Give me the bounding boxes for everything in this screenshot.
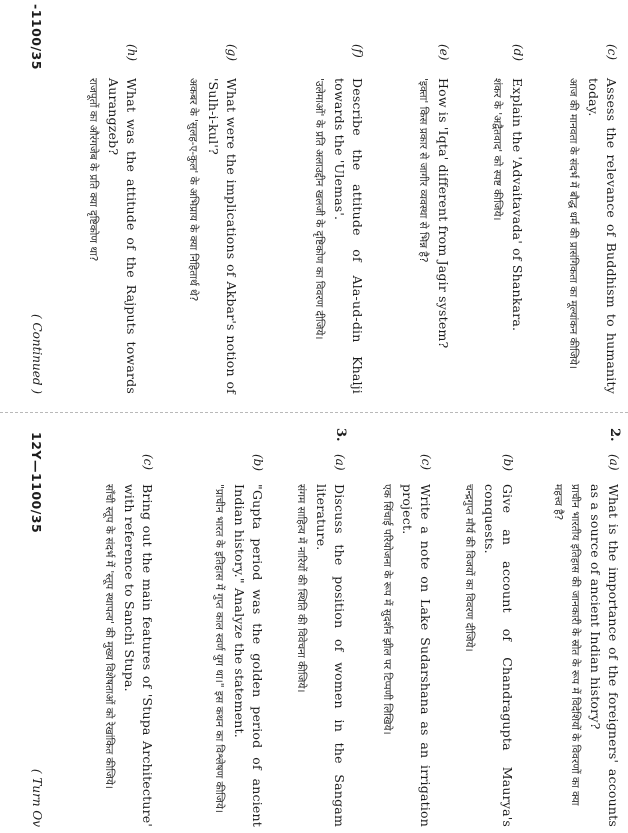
question-letter: (h) [125, 44, 139, 62]
question-letter: (f) [351, 44, 365, 58]
question-letter: (a) [607, 454, 621, 471]
question-text-en: Explain the 'Advaitavada' of Shankara. [510, 78, 525, 332]
question-1c [552, 0, 620, 400]
turn-over-label: ( Turn Ov [30, 768, 44, 827]
question-text-hi: एक सिंचाई परियोजना के रूप में सुदर्शन झील पर टिप्पणी लिखिये। [381, 484, 393, 735]
question-1e [390, 0, 452, 400]
question-text-hi: 'इक्ता' किस प्रकार से जागीर व्यवस्था से भिन्न है? [417, 78, 429, 263]
question-2b [452, 428, 516, 833]
question-letter: (b) [501, 454, 515, 472]
question-3c [64, 428, 156, 833]
question-text-hi: "प्राचीन भारत के इतिहास में गुप्त काल स्वर्ण युग था।" इस कथन का विश्लेषण कीजिये। [213, 484, 225, 813]
question-text-en: Describe the attitude of Ala-ud-din Khalji towards the 'Ulemas'. [332, 78, 365, 394]
question-text-hi: राजपूतों का औरंगजेब के प्रति क्या दृष्टिकोण था? [87, 78, 99, 262]
question-text-hi: अकबर के 'सुलह-ए-कुल' के अभिप्राय के क्या निहितार्थ थे? [187, 78, 199, 302]
question-text-en: What were the implications of Akbar's notion of 'Sulh-i-kul'? [206, 78, 239, 394]
right-page [0, 428, 628, 833]
question-text-hi: चन्द्रगुप्त मौर्य की विजयों का विवरण दीजिये। [463, 484, 475, 652]
question-text-hi: प्राचीन भारतीय इतिहास की जानकारी के स्रोत के रूप में विदेशियों के विवरणों का क्या महत्त्व है? [552, 484, 581, 806]
question-3a [286, 428, 348, 833]
question-text-en: Discuss the position of women in the Sangam literature. [314, 484, 347, 827]
question-text-hi: आज की मानवता के संदर्भ में बौद्ध धर्म की प्रासंगिकता का मूल्यांकन कीजिये। [567, 78, 579, 369]
question-text-en: Bring out the main features of 'Stupa Architecture' with reference to Sanchi Stupa. [122, 484, 155, 827]
question-text-en: Assess the relevance of Buddhism to humanity today. [586, 78, 619, 394]
question-letter: (e) [437, 44, 451, 61]
question-text-hi: शंकर के 'अद्वैतवाद' को स्पष्ट कीजिये। [491, 78, 503, 221]
question-letter: (a) [333, 454, 347, 471]
question-text-en: What is the importance of the foreigners' accounts as a source of ancient Indian history? [588, 484, 621, 827]
fold-line [0, 412, 628, 413]
question-1d [472, 0, 526, 400]
question-text-en: Give an account of Chandragupta Maurya's conquests. [482, 484, 515, 827]
page-footer [20, 428, 44, 833]
question-1g [170, 0, 240, 400]
continued-label: ( Continued ) [30, 313, 44, 394]
paper-code: 12Y—1100/35 [29, 432, 44, 534]
question-text-en: How is 'Iqta' different from Jagir system? [436, 78, 451, 349]
question-letter: (c) [419, 454, 433, 471]
question-text-en: Write a note on Lake Sudarshana as an irrigation project. [400, 484, 433, 827]
question-3b [176, 428, 266, 833]
question-number: 2. [607, 428, 622, 442]
question-number: 3. [333, 428, 348, 442]
question-2a [534, 428, 622, 833]
page-footer [20, 0, 44, 400]
question-letter: (c) [605, 44, 619, 61]
left-page [0, 0, 628, 400]
paper-code: -1100/35 [29, 4, 44, 70]
question-letter: (d) [511, 44, 525, 62]
question-text-hi: संगम साहित्य में नारियों की स्थिति की विवेचना कीजिये। [295, 484, 307, 693]
question-letter: (b) [251, 454, 265, 472]
question-text-en: What was the attitude of the Rajputs towards Aurangzeb? [106, 78, 139, 394]
question-text-hi: साँची स्तूप के संदर्भ में 'स्तूप स्थापत्य' की मुख्य विशेषताओं को रेखांकित कीजिये। [103, 484, 115, 789]
question-1h [74, 0, 140, 400]
question-2c [370, 428, 434, 833]
question-text-hi: 'उलेमाओं' के प्रति अलाउद्दीन खलजी के दृष्टिकोण का विवरण दीजिये। [313, 78, 325, 340]
question-text-en: "Gupta period was the golden period of ancient Indian history." Analyze the statement. [232, 484, 265, 827]
question-letter: (c) [141, 454, 155, 471]
question-1f [280, 0, 366, 400]
question-letter: (g) [225, 44, 239, 62]
